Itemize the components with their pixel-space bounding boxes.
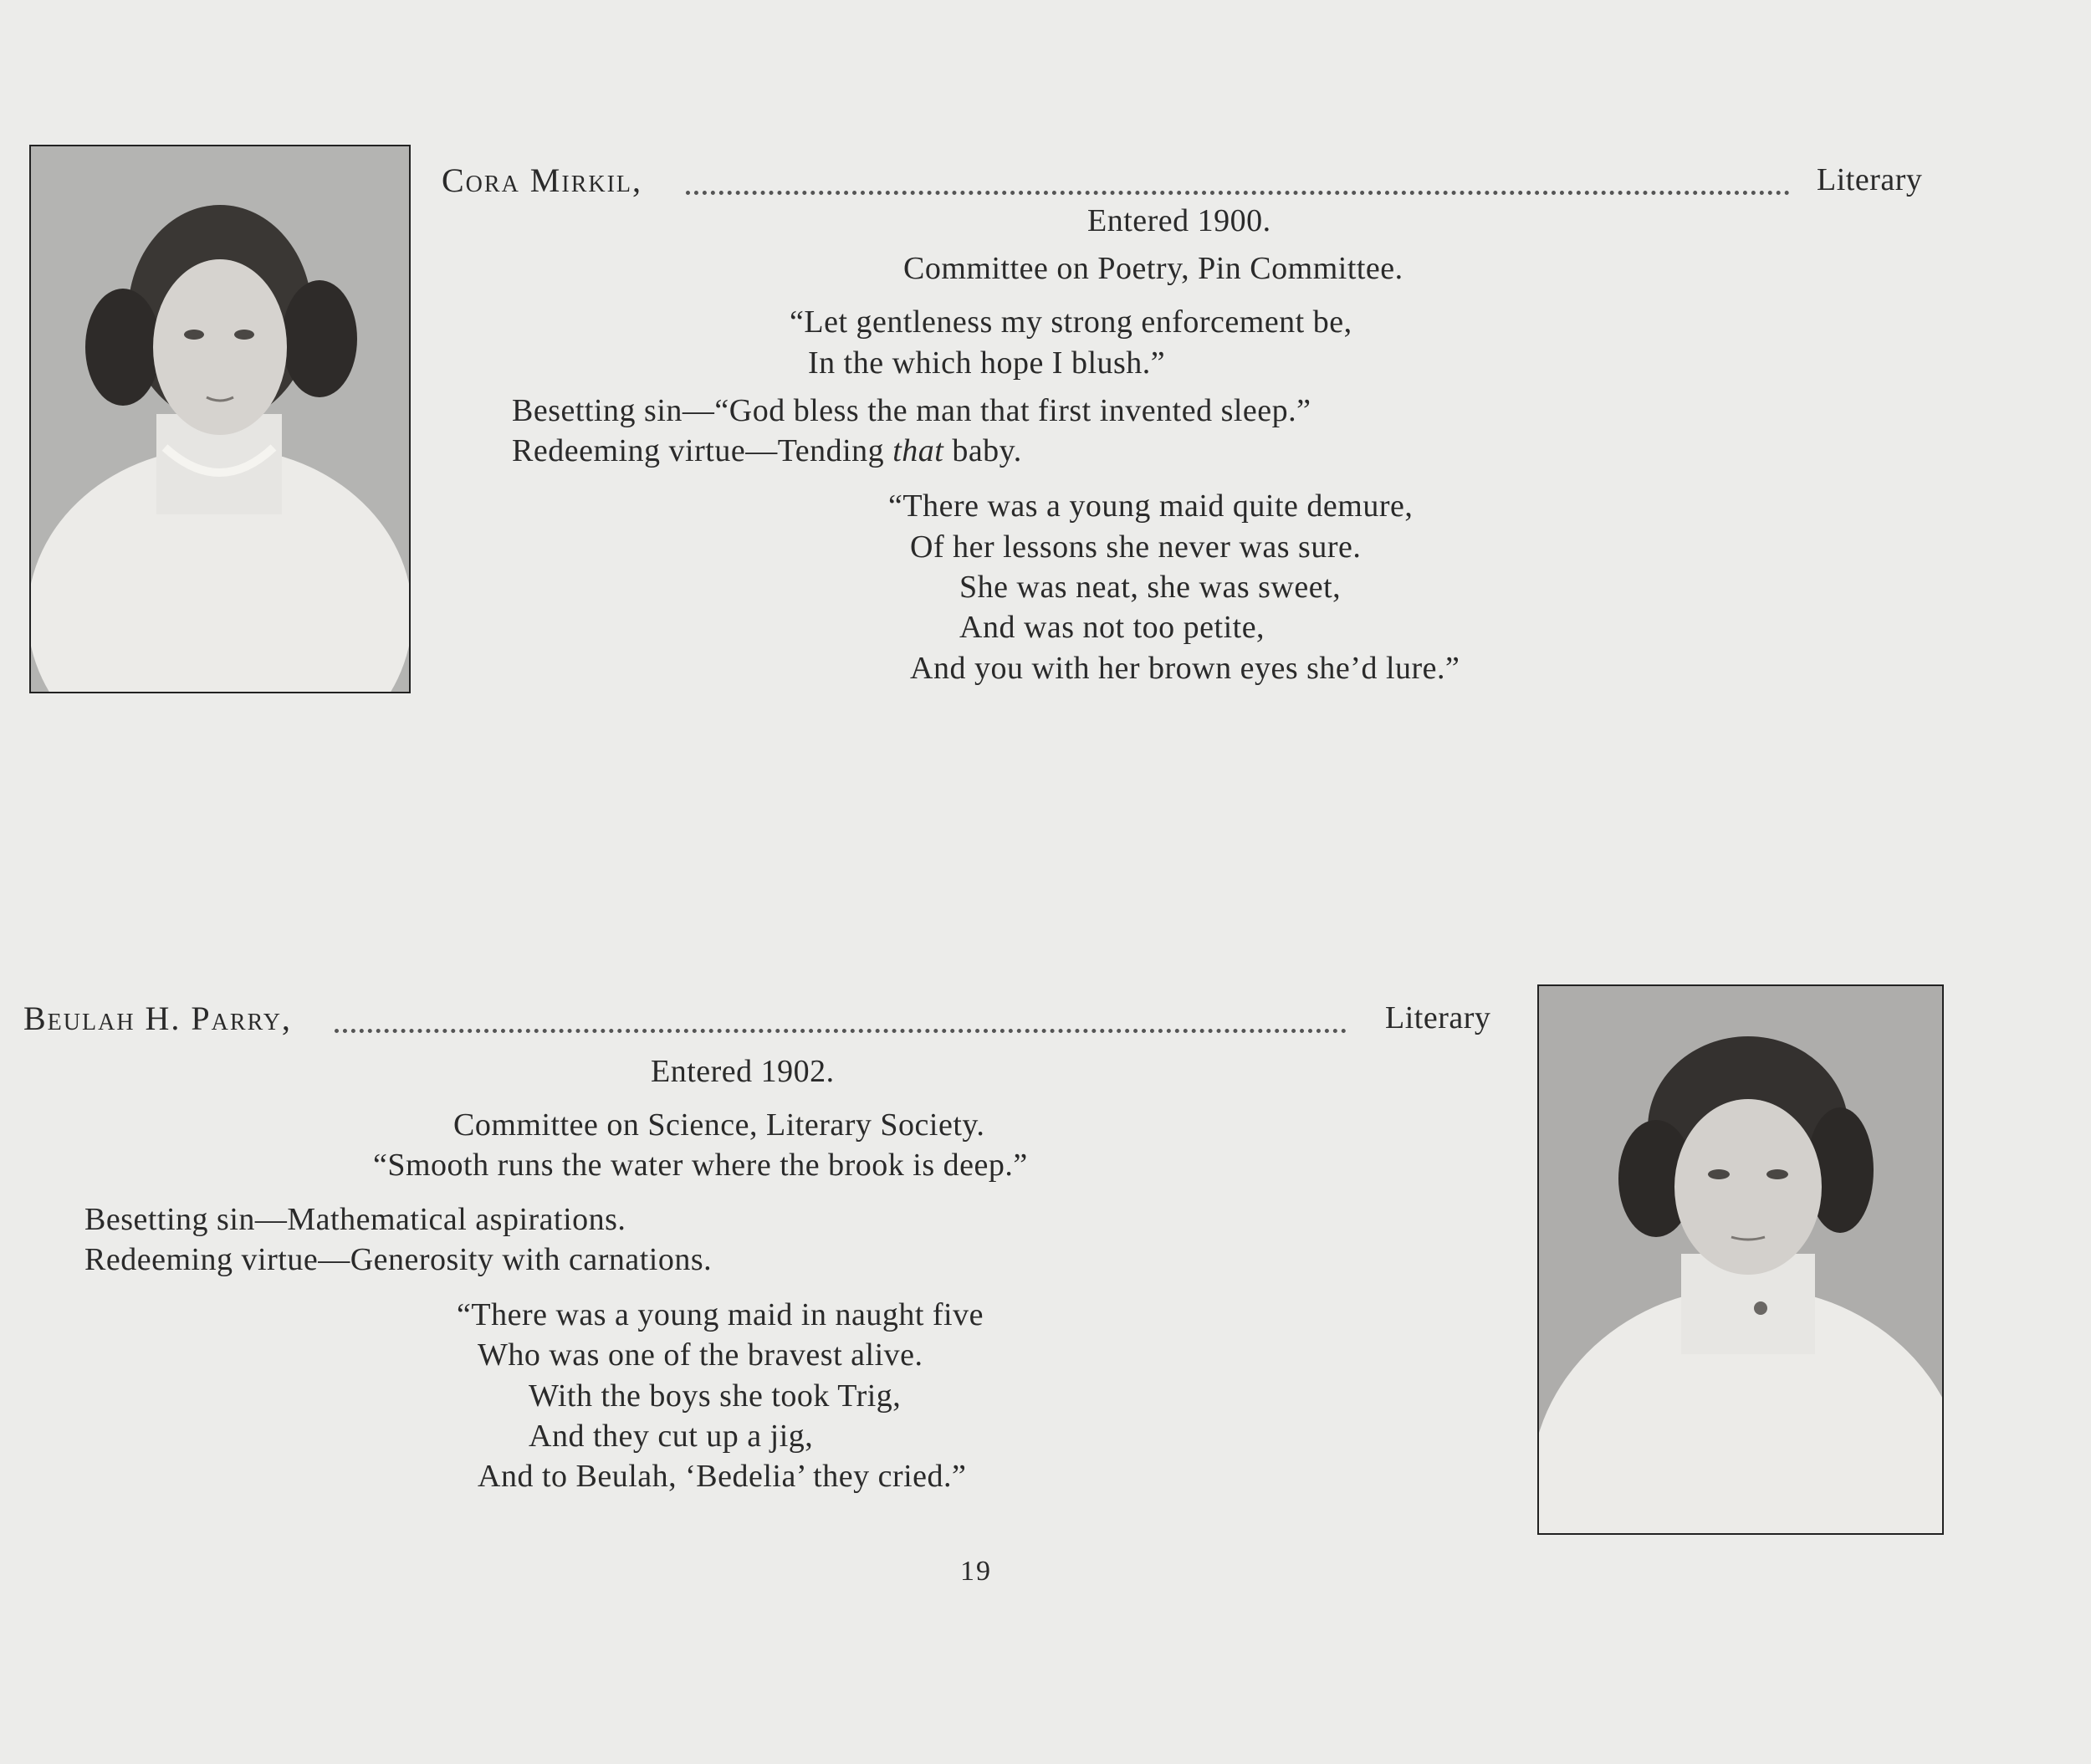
limerick-line: And you with her brown eyes she’d lure.”	[910, 651, 1460, 686]
redeeming-virtue-emphasis: that	[892, 433, 944, 468]
entered-year: Entered 1900.	[1087, 203, 1271, 238]
student-name: Beulah H. Parry,	[23, 1000, 292, 1037]
limerick-line: And to Beulah, ‘Bedelia’ they cried.”	[478, 1459, 967, 1494]
dot-leader	[686, 191, 1790, 195]
limerick-line: She was neat, she was sweet,	[959, 570, 1342, 605]
redeeming-virtue-prefix: Redeeming virtue—Tending	[512, 433, 893, 468]
redeeming-virtue: Redeeming virtue—Generosity with carnations.	[84, 1242, 713, 1277]
limerick-line: And was not too petite,	[959, 610, 1265, 645]
quote-line: In the which hope I blush.”	[808, 345, 1166, 381]
course-label: Literary	[1817, 162, 1923, 197]
redeeming-virtue-suffix: baby.	[943, 433, 1022, 468]
student-name: Cora Mirkil,	[442, 161, 643, 199]
quote-line: “Let gentleness my strong enforcement be,	[790, 304, 1352, 340]
limerick-line: “There was a young maid quite demure,	[888, 488, 1414, 524]
limerick-line: Who was one of the bravest alive.	[478, 1337, 923, 1373]
besetting-sin: Besetting sin—Mathematical aspirations.	[84, 1202, 626, 1237]
quote-line: “Smooth runs the water where the brook is deep.”	[373, 1148, 1028, 1183]
committees: Committee on Poetry, Pin Committee.	[903, 251, 1403, 286]
limerick-line: Of her lessons she never was sure.	[910, 529, 1362, 565]
limerick-line: With the boys she took Trig,	[529, 1378, 902, 1414]
limerick-line: And they cut up a jig,	[529, 1419, 814, 1454]
portrait-photo-cora-mirkil	[29, 145, 411, 693]
redeeming-virtue	[512, 435, 1022, 467]
entered-year: Entered 1902.	[651, 1054, 835, 1089]
dot-leader	[335, 1029, 1347, 1033]
portrait-photo-beulah-parry	[1537, 984, 1944, 1535]
committees: Committee on Science, Literary Society.	[453, 1107, 985, 1143]
course-label: Literary	[1385, 1000, 1491, 1035]
limerick-line: “There was a young maid in naught five	[457, 1297, 984, 1332]
besetting-sin: Besetting sin—“God bless the man that first invented sleep.”	[512, 393, 1311, 428]
page-number: 19	[960, 1556, 992, 1587]
